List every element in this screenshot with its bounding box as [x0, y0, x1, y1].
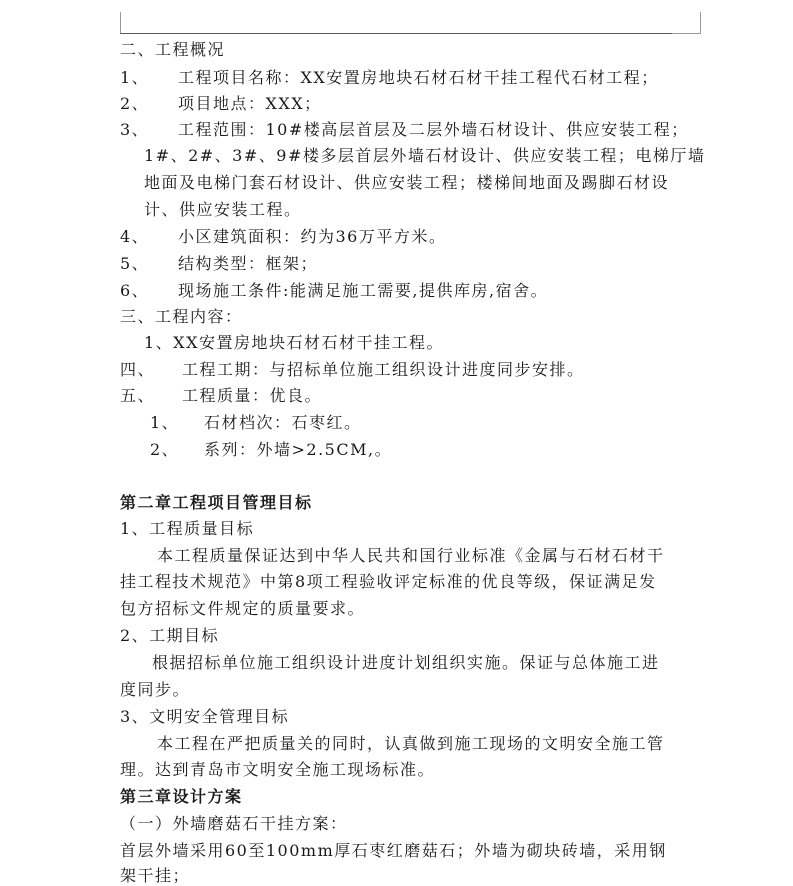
section-quality	[120, 386, 322, 406]
goal3-body-line: 本工程在严把质量关的同时，认真做到施工现场的文明安全施工管	[157, 734, 665, 753]
overview-item-number: 5、	[120, 254, 150, 273]
scope-continuation-line: 地面及电梯门套石材设计、供应安装工程；楼梯间地面及踢脚石材设	[144, 173, 670, 192]
goal1-body-line: 包方招标文件规定的质量要求。	[120, 599, 366, 618]
overview-item-2	[120, 94, 322, 114]
quality-item-text: 系列：外墙>2.5CM,。	[204, 440, 393, 459]
section-overview-heading: 二、工程概况	[120, 40, 226, 59]
content-item-1: 1、XX安置房地块石材石材干挂工程。	[144, 333, 444, 352]
goal3-title: 3、文明安全管理目标	[120, 707, 290, 726]
section-period	[120, 360, 585, 380]
goal2-body-line: 根据招标单位施工组织设计进度计划组织实施。保证与总体施工进	[152, 653, 660, 672]
overview-item-5	[120, 254, 318, 274]
overview-item-text: 项目地点：XXX；	[178, 94, 322, 113]
overview-item-text: 工程项目名称：XX安置房地块石材石材干挂工程代石材工程；	[178, 68, 659, 87]
overview-item-number: 3、	[120, 120, 150, 139]
plan1-body-line: 架干挂；	[120, 866, 191, 885]
margin-corner-mark-left	[120, 12, 121, 34]
plan1-body-line: 首层外墙采用60至100mm厚石枣红磨菇石；外墙为砌块砖墙，采用钢	[120, 841, 667, 860]
overview-item-number: 4、	[120, 227, 150, 246]
overview-item-text: 现场施工条件:能满足施工需要,提供库房,宿舍。	[178, 281, 549, 300]
quality-item-text: 石材档次：石枣红。	[204, 413, 362, 432]
goal1-body-line: 本工程质量保证达到中华人民共和国行业标准《金属与石材石材干	[157, 546, 665, 565]
header-rule	[120, 33, 672, 34]
goal2-body-line: 度同步。	[120, 680, 191, 699]
overview-item-1	[120, 68, 659, 88]
margin-corner-mark-right-horizontal	[672, 33, 700, 34]
overview-item-text: 小区建筑面积：约为36万平方米。	[178, 227, 447, 246]
quality-item-number: 2、	[150, 440, 180, 459]
overview-item-number: 2、	[120, 94, 150, 113]
section-number: 五、	[120, 386, 156, 405]
chapter3-title: 第三章设计方案	[120, 787, 243, 806]
overview-item-3	[120, 120, 689, 140]
section-number: 四、	[120, 360, 156, 379]
overview-item-6	[120, 281, 548, 301]
scope-continuation-line: 计、供应安装工程。	[144, 200, 302, 219]
plan1-title: （一）外墙磨菇石干挂方案：	[120, 814, 348, 833]
goal2-title: 2、工期目标	[120, 626, 220, 645]
overview-item-text: 结构类型：框架；	[178, 254, 319, 273]
chapter2-title: 第二章工程项目管理目标	[120, 493, 313, 512]
section-text: 工程质量：优良。	[182, 386, 323, 405]
quality-item-number: 1、	[150, 413, 180, 432]
quality-item-1	[150, 413, 362, 433]
overview-item-number: 1、	[120, 68, 150, 87]
section-text: 工程工期：与招标单位施工组织设计进度同步安排。	[182, 360, 585, 379]
section-content-heading: 三、工程内容：	[120, 307, 243, 326]
overview-item-number: 6、	[120, 281, 150, 300]
goal3-body-line: 理。达到青岛市文明安全施工现场标准。	[120, 760, 436, 779]
quality-item-2	[150, 440, 392, 460]
goal1-body-line: 挂工程技术规范》中第8项工程验收评定标准的优良等级，保证满足发	[120, 572, 657, 591]
goal1-title: 1、工程质量目标	[120, 519, 255, 538]
overview-item-text: 工程范围：10#楼高层首层及二层外墙石材设计、供应安装工程；	[178, 120, 689, 139]
margin-corner-mark-right	[700, 12, 701, 34]
scope-continuation-line: 1#、2#、3#、9#楼多层首层外墙石材设计、供应安装工程；电梯厅墙	[144, 146, 706, 165]
overview-item-4	[120, 227, 446, 247]
